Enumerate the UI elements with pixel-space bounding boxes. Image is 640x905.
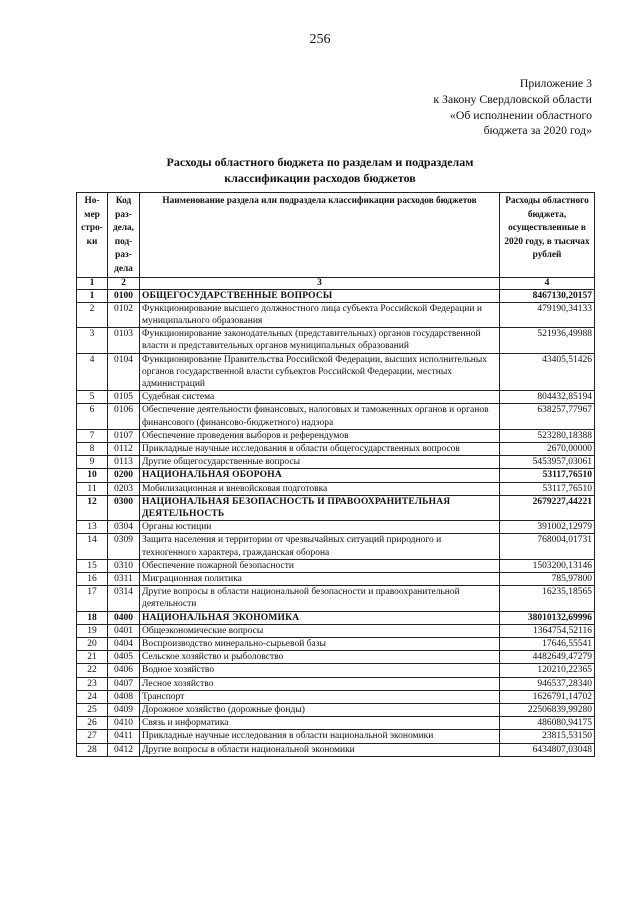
code-cell: 0106 — [108, 404, 140, 429]
code-cell: 0310 — [108, 559, 140, 572]
amount-cell: 2679227,44221 — [500, 495, 595, 520]
row-number-cell: 2 — [77, 302, 108, 327]
table-row — [77, 391, 595, 404]
code-cell: 0113 — [108, 456, 140, 469]
amount-cell: 486080,94175 — [500, 717, 595, 730]
code-cell: 0105 — [108, 391, 140, 404]
table-row — [77, 573, 595, 586]
table-row — [77, 677, 595, 690]
table-row — [77, 586, 595, 611]
amount-cell: 521936,49988 — [500, 328, 595, 353]
amount-cell: 43405,51426 — [500, 353, 595, 391]
appendix-line: «Об исполнении областного — [449, 107, 592, 122]
name-cell: Защита населения и территории от чрезвычайных ситуаций природного и техногенного характера, гражданская оборона — [140, 534, 500, 559]
name-cell: Мобилизационная и вневойсковая подготовка — [140, 482, 500, 495]
amount-cell: 638257,77967 — [500, 404, 595, 429]
table-row — [77, 717, 595, 730]
code-cell: 0100 — [108, 289, 140, 302]
name-cell: Сельское хозяйство и рыболовство — [140, 651, 500, 664]
amount-cell: 17646,55541 — [500, 638, 595, 651]
row-number-cell: 13 — [77, 521, 108, 534]
code-cell: 0406 — [108, 664, 140, 677]
table-row — [77, 302, 595, 327]
table-row — [77, 743, 595, 756]
row-number-cell: 20 — [77, 638, 108, 651]
code-cell: 0410 — [108, 717, 140, 730]
row-number-cell: 27 — [77, 730, 108, 743]
row-number-cell: 4 — [77, 353, 108, 391]
amount-cell: 4482649,47279 — [500, 651, 595, 664]
column-numbers-row — [77, 277, 595, 289]
name-cell: Воспроизводство минерально-сырьевой базы — [140, 638, 500, 651]
column-number: 4 — [500, 277, 595, 289]
code-cell: 0203 — [108, 482, 140, 495]
row-number-cell: 11 — [77, 482, 108, 495]
row-number-cell: 1 — [77, 289, 108, 302]
row-number-cell: 15 — [77, 559, 108, 572]
row-number-cell: 24 — [77, 690, 108, 703]
amount-cell: 6434807,03048 — [500, 743, 595, 756]
code-cell: 0107 — [108, 429, 140, 442]
row-number-cell: 25 — [77, 704, 108, 717]
table-row — [77, 690, 595, 703]
code-cell: 0408 — [108, 690, 140, 703]
amount-cell: 768004,01731 — [500, 534, 595, 559]
row-number-cell: 5 — [77, 391, 108, 404]
row-number-cell: 3 — [77, 328, 108, 353]
row-number-cell: 8 — [77, 443, 108, 456]
table-row — [77, 443, 595, 456]
table-row — [77, 456, 595, 469]
table-row — [77, 482, 595, 495]
table-row — [77, 469, 595, 482]
page-number: 256 — [309, 32, 331, 47]
row-number-cell: 21 — [77, 651, 108, 664]
name-cell: Обеспечение пожарной безопасности — [140, 559, 500, 572]
title-line-1: Расходы областного бюджета по разделам и подразделам — [166, 155, 474, 169]
table-row — [77, 638, 595, 651]
table-row — [77, 328, 595, 353]
row-number-cell: 10 — [77, 469, 108, 482]
name-cell: Транспорт — [140, 690, 500, 703]
row-number-cell: 26 — [77, 717, 108, 730]
code-cell: 0300 — [108, 495, 140, 520]
code-cell: 0200 — [108, 469, 140, 482]
amount-cell: 120210,22365 — [500, 664, 595, 677]
table-header-row — [77, 193, 595, 278]
table-row — [77, 664, 595, 677]
name-cell: Обеспечение деятельности финансовых, налоговых и таможенных органов и органов финансового (финансово-бюджетного) надзора — [140, 404, 500, 429]
name-cell: Другие вопросы в области национальной безопасности и правоохранительной деятельности — [140, 586, 500, 611]
code-cell: 0314 — [108, 586, 140, 611]
table-row — [77, 289, 595, 302]
amount-cell: 785,97800 — [500, 573, 595, 586]
amount-cell: 5453957,03061 — [500, 456, 595, 469]
amount-cell: 38010132,69996 — [500, 611, 595, 624]
amount-cell: 8467130,20157 — [500, 289, 595, 302]
name-cell: Функционирование Правительства Российской Федерации, высших исполнительных органов государственной власти субъектов Российской Федерации, местных администраций — [140, 353, 500, 391]
appendix-line: к Закону Свердловской области — [433, 91, 592, 106]
table-row — [77, 611, 595, 624]
code-cell: 0112 — [108, 443, 140, 456]
header-row-number: Но-мер стро-ки — [77, 193, 108, 278]
amount-cell: 22506839,99280 — [500, 704, 595, 717]
amount-cell: 1503200,13146 — [500, 559, 595, 572]
column-number: 2 — [108, 277, 140, 289]
code-cell: 0102 — [108, 302, 140, 327]
row-number-cell: 18 — [77, 611, 108, 624]
title-line-2: классификации расходов бюджетов — [224, 171, 416, 185]
name-cell: Лесное хозяйство — [140, 677, 500, 690]
name-cell: Обеспечение проведения выборов и референдумов — [140, 429, 500, 442]
document-title — [60, 154, 580, 186]
code-cell: 0309 — [108, 534, 140, 559]
column-number: 1 — [77, 277, 108, 289]
name-cell: Другие общегосударственные вопросы — [140, 456, 500, 469]
code-cell: 0401 — [108, 624, 140, 637]
table-row — [77, 534, 595, 559]
row-number-cell: 9 — [77, 456, 108, 469]
amount-cell: 479190,34133 — [500, 302, 595, 327]
table-row — [77, 730, 595, 743]
code-cell: 0412 — [108, 743, 140, 756]
column-number: 3 — [140, 277, 500, 289]
name-cell: НАЦИОНАЛЬНАЯ ЭКОНОМИКА — [140, 611, 500, 624]
name-cell: Водное хозяйство — [140, 664, 500, 677]
code-cell: 0407 — [108, 677, 140, 690]
budget-table — [76, 192, 595, 757]
code-cell: 0311 — [108, 573, 140, 586]
amount-cell: 391002,12979 — [500, 521, 595, 534]
row-number-cell: 7 — [77, 429, 108, 442]
code-cell: 0104 — [108, 353, 140, 391]
amount-cell: 804432,85194 — [500, 391, 595, 404]
amount-cell: 53117,76510 — [500, 482, 595, 495]
code-cell: 0400 — [108, 611, 140, 624]
appendix-line: Приложение 3 — [519, 76, 592, 90]
row-number-cell: 28 — [77, 743, 108, 756]
code-cell: 0409 — [108, 704, 140, 717]
code-cell: 0103 — [108, 328, 140, 353]
name-cell: Общеэкономические вопросы — [140, 624, 500, 637]
amount-cell: 2670,00000 — [500, 443, 595, 456]
table-row — [77, 704, 595, 717]
amount-cell: 1364754,52116 — [500, 624, 595, 637]
header-name: Наименование раздела или подраздела классификации расходов бюджетов — [140, 193, 500, 278]
table-row — [77, 521, 595, 534]
table-row — [77, 429, 595, 442]
table-row — [77, 353, 595, 391]
amount-cell: 523280,18388 — [500, 429, 595, 442]
name-cell: ОБЩЕГОСУДАРСТВЕННЫЕ ВОПРОСЫ — [140, 289, 500, 302]
amount-cell: 23815,53150 — [500, 730, 595, 743]
table-row — [77, 495, 595, 520]
row-number-cell: 22 — [77, 664, 108, 677]
name-cell: Дорожное хозяйство (дорожные фонды) — [140, 704, 500, 717]
amount-cell: 16235,18565 — [500, 586, 595, 611]
amount-cell: 1626791,14702 — [500, 690, 595, 703]
row-number-cell: 16 — [77, 573, 108, 586]
table-row — [77, 624, 595, 637]
name-cell: Миграционная политика — [140, 573, 500, 586]
row-number-cell: 19 — [77, 624, 108, 637]
name-cell: НАЦИОНАЛЬНАЯ БЕЗОПАСНОСТЬ И ПРАВООХРАНИТЕЛЬНАЯ ДЕЯТЕЛЬНОСТЬ — [140, 495, 500, 520]
name-cell: Прикладные научные исследования в области общегосударственных вопросов — [140, 443, 500, 456]
row-number-cell: 14 — [77, 534, 108, 559]
code-cell: 0304 — [108, 521, 140, 534]
row-number-cell: 12 — [77, 495, 108, 520]
amount-cell: 53117,76510 — [500, 469, 595, 482]
name-cell: НАЦИОНАЛЬНАЯ ОБОРОНА — [140, 469, 500, 482]
table-row — [77, 559, 595, 572]
table-row — [77, 651, 595, 664]
header-code: Код раз-дела, под-раз-дела — [108, 193, 140, 278]
name-cell: Функционирование высшего должностного лица субъекта Российской Федерации и муниципального образования — [140, 302, 500, 327]
row-number-cell: 6 — [77, 404, 108, 429]
table-row — [77, 404, 595, 429]
amount-cell: 946537,28340 — [500, 677, 595, 690]
name-cell: Связь и информатика — [140, 717, 500, 730]
code-cell: 0404 — [108, 638, 140, 651]
appendix-block — [292, 76, 592, 139]
code-cell: 0411 — [108, 730, 140, 743]
name-cell: Функционирование законодательных (представительных) органов государственной власти и представительных органов муниципальных образований — [140, 328, 500, 353]
name-cell: Органы юстиции — [140, 521, 500, 534]
name-cell: Судебная система — [140, 391, 500, 404]
row-number-cell: 17 — [77, 586, 108, 611]
row-number-cell: 23 — [77, 677, 108, 690]
name-cell: Другие вопросы в области национальной экономики — [140, 743, 500, 756]
code-cell: 0405 — [108, 651, 140, 664]
appendix-line: бюджета за 2020 год» — [483, 123, 592, 138]
name-cell: Прикладные научные исследования в области национальной экономики — [140, 730, 500, 743]
header-amount: Расходы областного бюджета, осуществленные в 2020 году, в тысячах рублей — [500, 193, 595, 278]
